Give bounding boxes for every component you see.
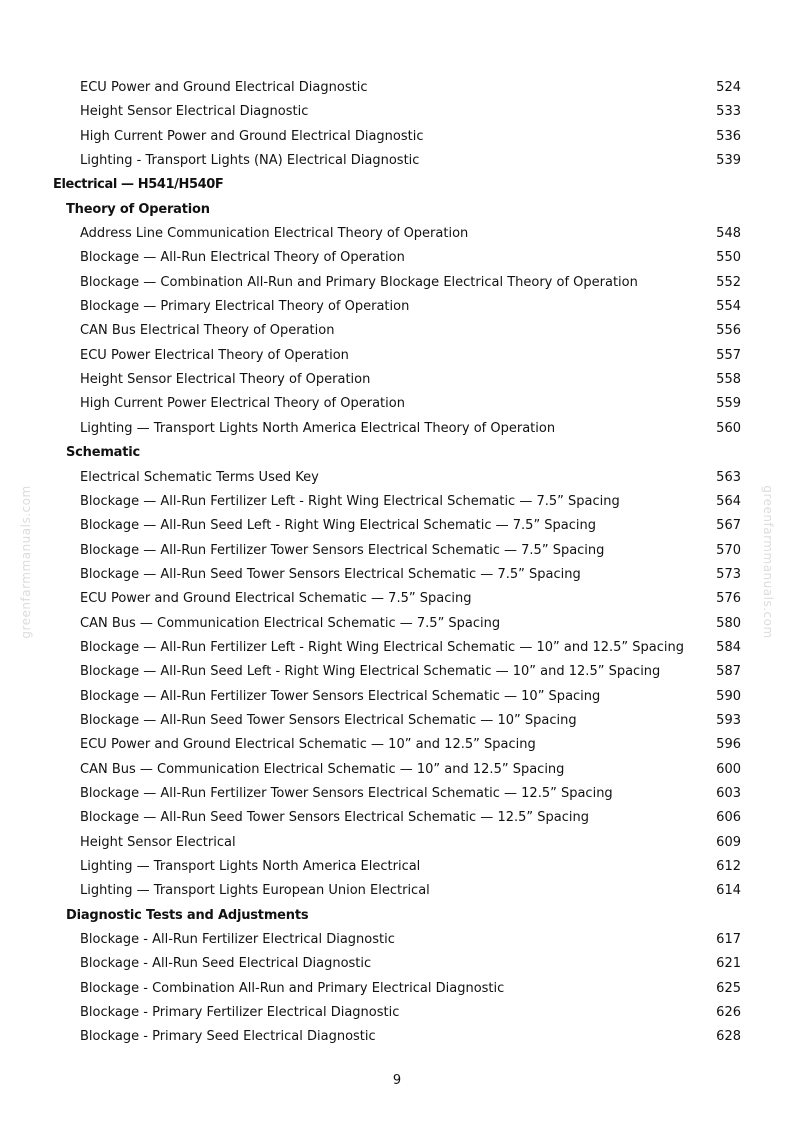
toc-entry-page: 614 — [716, 883, 741, 899]
toc-entry-page: 552 — [716, 274, 741, 290]
toc-entry[interactable] — [0, 125, 794, 149]
toc-entry-page: 625 — [716, 980, 741, 996]
toc-entry-page: 593 — [716, 712, 741, 728]
toc-entry-title: Blockage — All-Run Fertilizer Left - Right Wing Electrical Schematic — 7.5” Spacing — [80, 493, 620, 509]
toc-entry[interactable] — [0, 271, 794, 295]
toc-entry-title: CAN Bus — Communication Electrical Schematic — 7.5” Spacing — [80, 615, 501, 631]
toc-entry-title: ECU Power Electrical Theory of Operation — [80, 347, 349, 363]
toc-entry-page: 524 — [716, 80, 741, 95]
toc-entry-title: Electrical Schematic Terms Used Key — [80, 469, 319, 485]
toc-entry-title: High Current Power Electrical Theory of Operation — [80, 396, 405, 412]
toc-entry-page: 557 — [716, 347, 741, 363]
toc-entry-page: 564 — [716, 493, 741, 509]
toc-entry-page: 584 — [716, 639, 741, 655]
toc-entry-title: Height Sensor Electrical Diagnostic — [80, 104, 309, 120]
toc-section-heading — [0, 198, 794, 222]
toc-entry[interactable] — [0, 928, 794, 952]
toc-section-heading — [0, 173, 794, 197]
toc-entry-title: Lighting — Transport Lights North America Electrical — [80, 859, 421, 874]
toc-entry[interactable] — [0, 222, 794, 246]
toc-entry[interactable] — [0, 879, 794, 903]
watermark-left: greenfarmmanuals.com — [19, 485, 33, 639]
toc-entry[interactable] — [0, 758, 794, 782]
toc-entry-page: 556 — [716, 323, 741, 339]
toc-entry-title: Diagnostic Tests and Adjustments — [66, 907, 309, 923]
toc-entry-title: ECU Power and Ground Electrical Diagnostic — [80, 80, 368, 95]
toc-entry[interactable] — [0, 831, 794, 855]
page-number: 9 — [392, 1073, 402, 1088]
toc-entry[interactable] — [0, 733, 794, 757]
toc-entry-title: Lighting - Transport Lights (NA) Electrical Diagnostic — [80, 153, 420, 169]
toc-section-heading — [0, 904, 794, 928]
toc-entry-title: ECU Power and Ground Electrical Schematic — 10” and 12.5” Spacing — [80, 737, 536, 753]
toc-entry-title: Schematic — [66, 445, 141, 461]
toc-entry-page: 567 — [716, 518, 741, 534]
toc-entry[interactable] — [0, 612, 794, 636]
toc-entry-page: 609 — [716, 834, 741, 850]
toc-entry-page: 539 — [716, 153, 741, 169]
toc-entry-title: Blockage — All-Run Fertilizer Tower Sensors Electrical Schematic — 7.5” Spacing — [80, 542, 605, 558]
toc-entry-title: Blockage — All-Run Seed Left - Right Wing Electrical Schematic — 7.5” Spacing — [80, 518, 597, 534]
toc-entry-page: 573 — [716, 566, 741, 582]
toc-entry[interactable] — [0, 1025, 794, 1049]
toc-entry-title: ECU Power and Ground Electrical Schematic — 7.5” Spacing — [80, 591, 472, 607]
toc-entry[interactable] — [0, 1001, 794, 1025]
toc-entry[interactable] — [0, 417, 794, 441]
toc-entry-title: Lighting — Transport Lights North America Electrical Theory of Operation — [80, 420, 556, 436]
toc-section-heading — [0, 441, 794, 465]
toc-entry-title: Height Sensor Electrical — [80, 834, 236, 850]
toc-entry-title: Blockage - Combination All-Run and Primary Electrical Diagnostic — [80, 980, 505, 996]
toc-entry[interactable] — [0, 149, 794, 173]
toc-entry-title: Blockage — Primary Electrical Theory of Operation — [80, 299, 410, 315]
toc-entry-title: Blockage — Combination All-Run and Primary Blockage Electrical Theory of Operation — [80, 274, 638, 290]
toc-entry-page: 628 — [716, 1029, 741, 1045]
toc-entry[interactable] — [0, 977, 794, 1001]
toc-entry-page: 548 — [716, 226, 741, 242]
toc-entry-page: 596 — [716, 737, 741, 753]
toc-entry-page: 563 — [716, 469, 741, 485]
toc-entry-page: 576 — [716, 591, 741, 607]
toc-entry[interactable] — [0, 100, 794, 124]
toc-entry-page: 590 — [716, 688, 741, 704]
toc-entry-title: CAN Bus — Communication Electrical Schematic — 10” and 12.5” Spacing — [80, 761, 565, 777]
toc-entry-page: 533 — [716, 104, 741, 120]
toc-entry[interactable] — [0, 539, 794, 563]
toc-entry-page: 603 — [716, 785, 741, 801]
toc-entry-title: Address Line Communication Electrical Theory of Operation — [80, 226, 469, 242]
toc-entry-page: 626 — [716, 1005, 741, 1021]
toc-entry-page: 617 — [716, 932, 741, 948]
toc-entry-page: 559 — [716, 396, 741, 412]
toc-entry[interactable] — [0, 490, 794, 514]
toc-entry-title: High Current Power and Ground Electrical Diagnostic — [80, 128, 424, 144]
toc-entry-title: Blockage — All-Run Fertilizer Tower Sensors Electrical Schematic — 12.5” Spacing — [80, 785, 613, 801]
toc-entry-title: Theory of Operation — [66, 201, 210, 217]
toc-entry[interactable] — [0, 563, 794, 587]
toc-entry[interactable] — [0, 76, 794, 100]
toc-entry[interactable] — [0, 587, 794, 611]
toc-entry[interactable] — [0, 855, 794, 879]
toc-entry[interactable] — [0, 952, 794, 976]
toc-entry[interactable] — [0, 685, 794, 709]
toc-entry-page: 550 — [716, 250, 741, 266]
toc-entry-page: 600 — [716, 761, 741, 777]
toc-entry-page: 570 — [716, 542, 741, 558]
toc-entry-title: Blockage - All-Run Seed Electrical Diagnostic — [80, 956, 372, 972]
toc-entry-title: Blockage — All-Run Electrical Theory of Operation — [80, 250, 405, 266]
toc-entry-title: Blockage — All-Run Seed Tower Sensors Electrical Schematic — 12.5” Spacing — [80, 810, 589, 826]
toc-entry-page: 554 — [716, 299, 741, 315]
toc-entry-page: 587 — [716, 664, 741, 680]
toc-entry-title: Blockage - Primary Fertilizer Electrical Diagnostic — [80, 1005, 400, 1021]
watermark-right: greenfarmmanuals.com — [761, 485, 775, 639]
toc-entry[interactable] — [0, 636, 794, 660]
toc-entry-page: 560 — [716, 420, 741, 436]
toc-entry-page: 612 — [716, 859, 741, 874]
toc-entry[interactable] — [0, 392, 794, 416]
toc-entry-title: Blockage — All-Run Seed Tower Sensors Electrical Schematic — 10” Spacing — [80, 712, 577, 728]
toc-entry[interactable] — [0, 709, 794, 733]
toc-entry-title: Blockage — All-Run Seed Tower Sensors Electrical Schematic — 7.5” Spacing — [80, 566, 581, 582]
toc-entry[interactable] — [0, 295, 794, 319]
toc-entry[interactable] — [0, 660, 794, 684]
toc-entry-title: Blockage — All-Run Fertilizer Left - Right Wing Electrical Schematic — 10” and 12.5” Spacing — [80, 639, 685, 655]
toc-entry[interactable] — [0, 246, 794, 270]
toc-entry-page: 580 — [716, 615, 741, 631]
toc-entry-title: CAN Bus Electrical Theory of Operation — [80, 323, 335, 339]
toc-entry[interactable] — [0, 466, 794, 490]
toc-entry[interactable] — [0, 782, 794, 806]
toc-entry[interactable] — [0, 514, 794, 538]
toc-entry-page: 621 — [716, 956, 741, 972]
toc-entry-title: Electrical — H541/H540F — [53, 177, 224, 193]
toc-entry-page: 606 — [716, 810, 741, 826]
toc-entry-page: 558 — [716, 372, 741, 388]
toc-entry-title: Blockage — All-Run Seed Left - Right Wing Electrical Schematic — 10” and 12.5” Spacing — [80, 664, 661, 680]
toc-entry[interactable] — [0, 806, 794, 830]
toc-entry[interactable] — [0, 368, 794, 392]
toc-entry-title: Blockage - Primary Seed Electrical Diagnostic — [80, 1029, 376, 1045]
toc-entry-title: Lighting — Transport Lights European Union Electrical — [80, 883, 430, 899]
toc-entry-title: Blockage - All-Run Fertilizer Electrical Diagnostic — [80, 932, 395, 948]
toc-entry-title: Blockage — All-Run Fertilizer Tower Sensors Electrical Schematic — 10” Spacing — [80, 688, 601, 704]
table-of-contents — [0, 76, 794, 1050]
toc-entry[interactable] — [0, 344, 794, 368]
toc-entry[interactable] — [0, 319, 794, 343]
toc-entry-page: 536 — [716, 128, 741, 144]
toc-entry-title: Height Sensor Electrical Theory of Operation — [80, 372, 371, 388]
